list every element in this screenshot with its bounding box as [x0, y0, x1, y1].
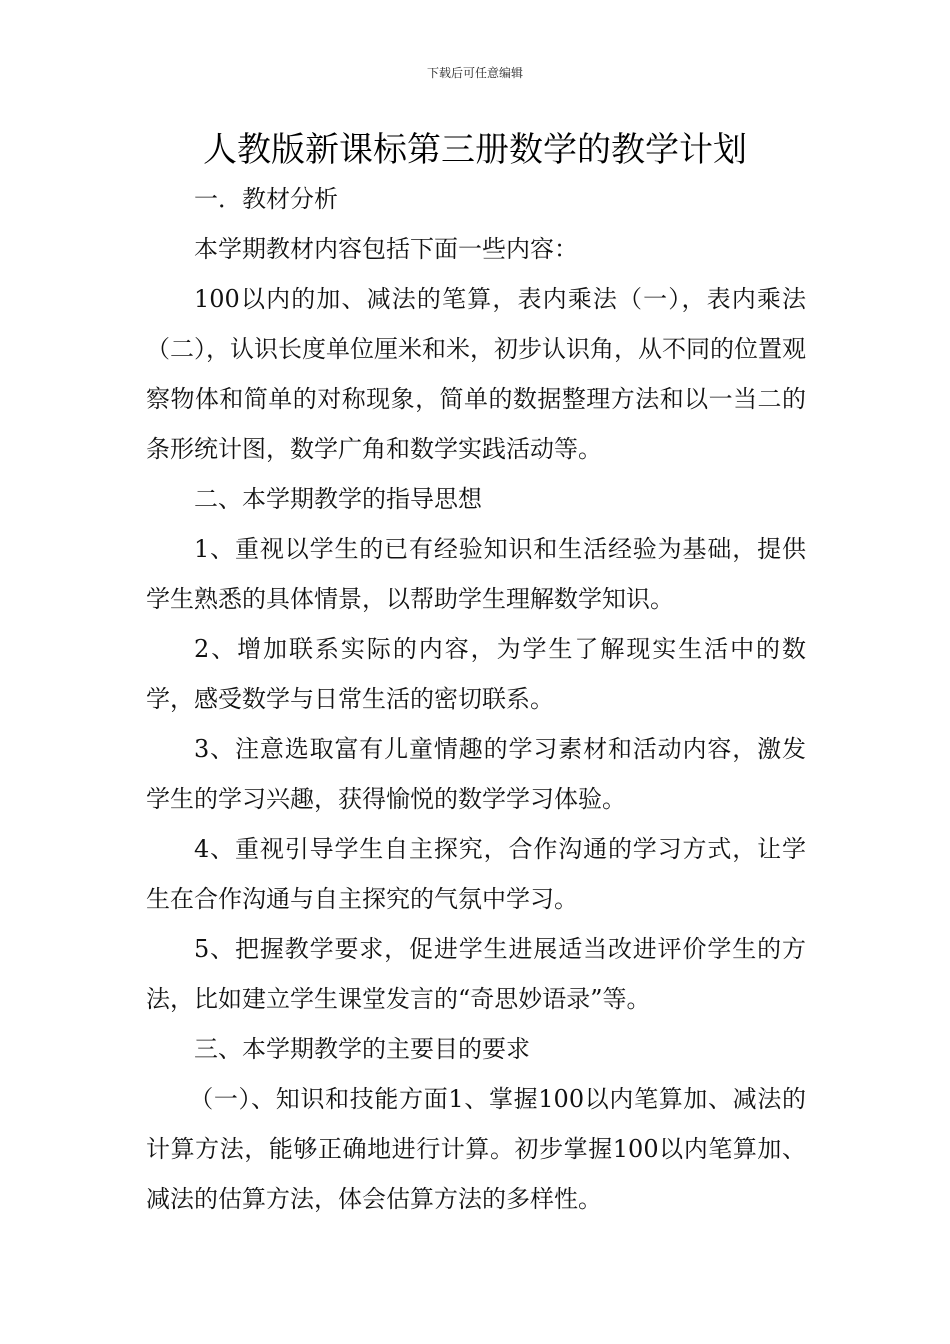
paragraph-content: 100以内的加、减法的笔算，表内乘法（一），表内乘法（二），认识长度单位厘米和米，初步认识角，从不同的位置观察物体和简单的对称现象，简单的数据整理方法和以一当二的条形统计图，数学广角和数学实践活动等。 — [146, 285, 806, 463]
header-note: 下载后可任意编辑 — [426, 66, 523, 80]
guideline-item-3: 3、注意选取富有儿童情趣的学习素材和活动内容，激发学生的学习兴趣，获得愉悦的数学学习体验。 — [146, 735, 806, 813]
knowledge-skills-paragraph: （一）、知识和技能方面1、掌握100以内笔算加、减法的计算方法，能够正确地进行计算。初步掌握100以内笔算加、减法的估算方法，体会估算方法的多样性。 — [146, 1085, 806, 1213]
guideline-item-1: 1、重视以学生的已有经验知识和生活经验为基础，提供学生熟悉的具体情景，以帮助学生理解数学知识。 — [146, 535, 806, 613]
section-heading-2: 二、本学期教学的指导思想 — [194, 485, 482, 513]
document-title: 人教版新课标第三册数学的教学计划 — [203, 130, 747, 170]
section-heading-3: 三、本学期教学的主要目的要求 — [194, 1035, 530, 1063]
paragraph-intro: 本学期教材内容包括下面一些内容： — [194, 235, 578, 263]
document-body — [146, 174, 806, 1224]
guideline-item-5: 5、把握教学要求，促进学生进展适当改进评价学生的方法，比如建立学生课堂发言的“奇思妙语录”等。 — [146, 935, 806, 1013]
guideline-item-4: 4、重视引导学生自主探究，合作沟通的学习方式，让学生在合作沟通与自主探究的气氛中学习。 — [146, 835, 806, 913]
section-heading-1: 一．教材分析 — [194, 185, 338, 213]
guideline-item-2: 2、增加联系实际的内容，为学生了解现实生活中的数学，感受数学与日常生活的密切联系。 — [146, 635, 806, 713]
